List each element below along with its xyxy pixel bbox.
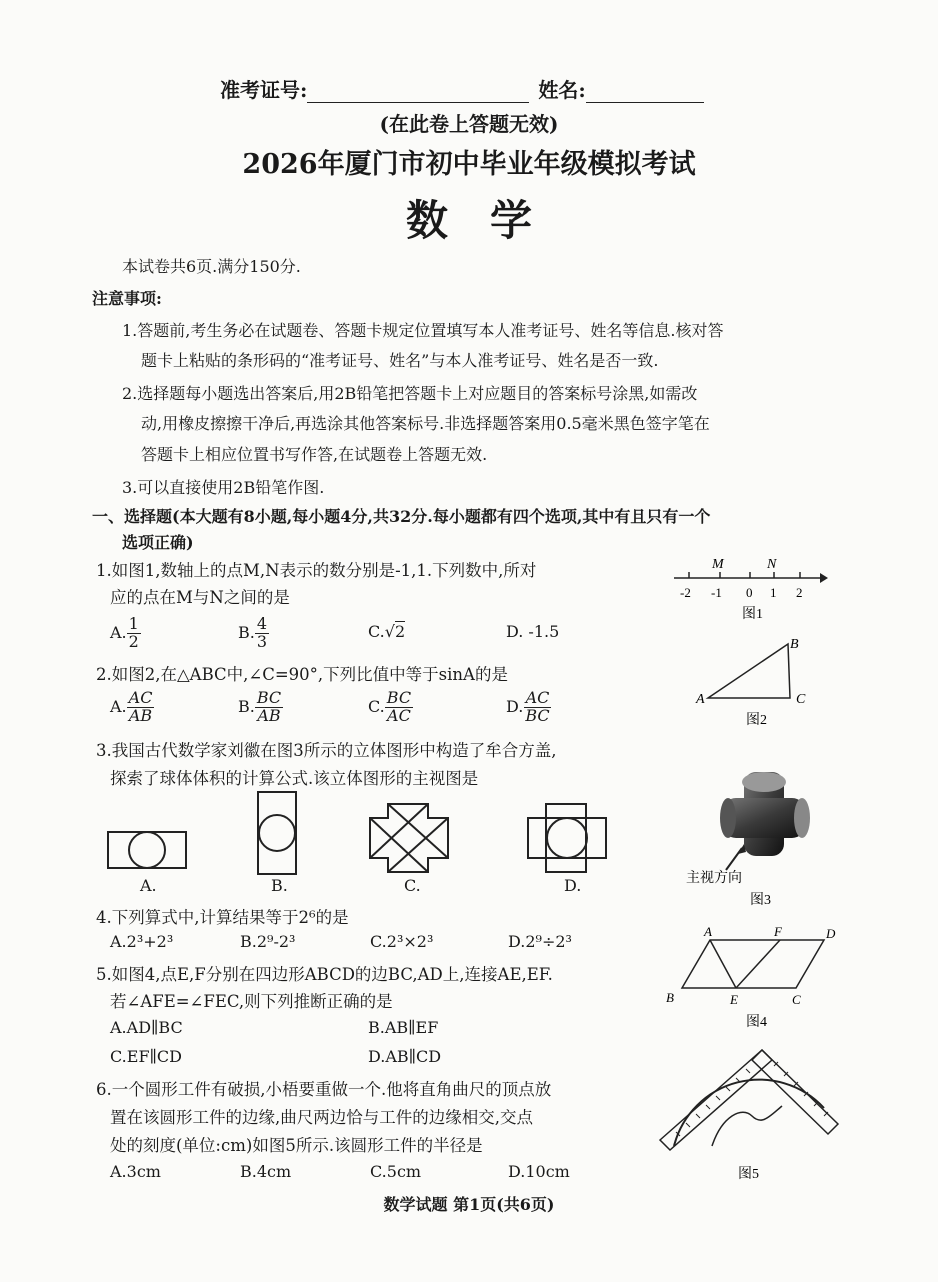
q4-option-d: D.2⁹÷2³ — [508, 932, 572, 951]
q5-option-a: A.AD∥BC — [110, 1018, 183, 1037]
vertex-a-label: A — [704, 924, 712, 939]
q5-option-d: D.AB∥CD — [368, 1047, 442, 1066]
q4-option-b: B.2⁹-2³ — [240, 932, 296, 951]
figure-4-quadrilateral — [662, 926, 842, 1036]
figure-caption: 图4 — [746, 1015, 767, 1030]
question-3: 3.我国古代数学家刘徽在图3所示的立体图形中构造了牟合方盖, — [96, 741, 557, 760]
figure-caption: 图3 — [750, 893, 771, 908]
q1-option-a: A. $\frac{1}{2}$ — [110, 614, 139, 651]
name-blank[interactable] — [586, 82, 704, 103]
notes-line: 题卡上粘贴的条形码的“准考证号、姓名”与本人准考证号、姓名是否一致. — [141, 351, 659, 370]
q2-option-d: D. $\frac{AC}{BC}$ — [506, 688, 550, 725]
tick-label: 0 — [746, 585, 753, 600]
q3-option-c-figure[interactable] — [366, 800, 452, 876]
q3-option-d-figure[interactable] — [524, 800, 610, 876]
point-n-label: N — [767, 557, 777, 572]
quadrilateral-abcd — [682, 940, 824, 988]
tick-label: -2 — [680, 585, 691, 600]
q5-option-b: B.AB∥EF — [368, 1018, 439, 1037]
question-1: 1.如图1,数轴上的点M,N表示的数分别是-1,1.下列数中,所对 — [96, 561, 537, 580]
q1-option-d: D. -1.5 — [506, 622, 560, 641]
q6-option-c: C.5cm — [370, 1162, 422, 1181]
q1-option-b: B. $\frac{4}{3}$ — [238, 614, 268, 651]
view-direction-label: 主视方向 — [686, 871, 742, 886]
q6-option-a: A.3cm — [110, 1162, 161, 1181]
q3-option-b: B. — [271, 876, 288, 895]
question-6: 6.一个圆形工件有破损,小梧要重做一个.他将直角曲尺的顶点放 — [96, 1080, 552, 1099]
q3-option-a-figure[interactable] — [106, 810, 190, 874]
exam-id-blank[interactable] — [307, 82, 529, 103]
q6-option-d: D.10cm — [508, 1162, 570, 1181]
point-m-label: M — [712, 557, 724, 572]
axis-arrow-icon — [820, 573, 828, 583]
vertex-c-label: C — [792, 992, 801, 1007]
tick-label: 2 — [796, 585, 803, 600]
notes-line: 动,用橡皮擦擦干净后,再选涂其他答案标号.非选择题答案用0.5毫米黑色签字笔在 — [141, 414, 710, 433]
q3-option-b-figure[interactable] — [256, 790, 306, 880]
tick-label: 1 — [770, 585, 777, 600]
vertex-f-label: F — [774, 924, 782, 939]
figure-caption: 图2 — [746, 713, 767, 728]
q1-option-c: C.√2 — [368, 622, 406, 641]
question-1-cont: 应的点在M与N之间的是 — [110, 588, 290, 607]
q2-option-c: C. $\frac{BC}{AC}$ — [368, 688, 412, 725]
question-2: 2.如图2,在△ABC中,∠C=90°,下列比值中等于sinA的是 — [96, 665, 508, 684]
question-5-cont: 若∠AFE=∠FEC,则下列推断正确的是 — [110, 992, 393, 1011]
figure-caption: 图5 — [738, 1167, 759, 1182]
q3-option-d: D. — [564, 876, 582, 895]
section-heading-cont: 选项正确) — [122, 533, 194, 552]
q2-option-b: B. $\frac{BC}{AB}$ — [238, 688, 282, 725]
name-label: 姓名: — [538, 78, 586, 102]
notes-line: 3.可以直接使用2B铅笔作图. — [122, 478, 325, 497]
q6-option-b: B.4cm — [240, 1162, 292, 1181]
broken-edge — [712, 1106, 782, 1146]
page-footer: 数学试题 第1页(共6页) — [383, 1195, 555, 1214]
section-heading: 一、选择题(本大题有8小题,每小题4分,共32分.每小题都有四个选项,其中有且只有一个 — [92, 507, 711, 526]
broken-circle-arc — [674, 1080, 824, 1146]
q4-option-a: A.2³+2³ — [110, 932, 174, 951]
invalid-notice: (在此卷上答题无效) — [379, 112, 559, 136]
vertex-b-label: B — [790, 637, 799, 652]
vertex-c-label: C — [796, 692, 806, 707]
vertex-b-label: B — [666, 990, 674, 1005]
figure-5-ruler-circle — [652, 1046, 842, 1186]
q4-option-c: C.2³×2³ — [370, 932, 434, 951]
figure-caption: 图1 — [742, 607, 763, 622]
notes-line: 答题卡上相应位置书写作答,在试题卷上答题无效. — [141, 445, 488, 464]
notes-line: 2.选择题每小题选出答案后,用2B铅笔把答题卡上对应题目的答案标号涂黑,如需改 — [122, 384, 698, 403]
q3-option-a: A. — [140, 876, 157, 895]
segment-ae — [710, 940, 736, 988]
header-exam-id — [220, 74, 704, 103]
vertex-a-label: A — [696, 692, 705, 707]
subject-title: 数学 — [405, 196, 574, 245]
figure-2-triangle — [694, 632, 814, 732]
figure-3-solid — [686, 772, 826, 912]
exam-title: 2026年厦门市初中毕业年级模拟考试 — [242, 149, 696, 180]
q3-option-c: C. — [404, 876, 421, 895]
exam-id-label: 准考证号: — [220, 78, 308, 102]
segment-ef — [736, 940, 780, 988]
q2-option-a: A. $\frac{AC}{AB}$ — [110, 688, 153, 725]
notes-line: 1.答题前,考生务必在试题卷、答题卡规定位置填写本人准考证号、姓名等信息.核对答 — [122, 321, 724, 340]
vertex-e-label: E — [730, 992, 738, 1007]
figure-1-number-line — [670, 552, 830, 632]
notes-heading: 注意事项: — [92, 289, 162, 308]
vertex-d-label: D — [826, 926, 836, 941]
triangle-abc — [708, 644, 790, 698]
question-3-cont: 探索了球体体积的计算公式.该立体图形的主视图是 — [110, 769, 479, 788]
question-6-cont: 置在该圆形工件的边缘,曲尺两边恰与工件的边缘相交,交点 — [110, 1108, 533, 1127]
question-5: 5.如图4,点E,F分别在四边形ABCD的边BC,AD上,连接AE,EF. — [96, 965, 553, 984]
q5-option-c: C.EF∥CD — [110, 1047, 182, 1066]
intro-text: 本试卷共6页.满分150分. — [122, 257, 301, 276]
question-6-cont: 处的刻度(单位:cm)如图5所示.该圆形工件的半径是 — [110, 1136, 483, 1155]
tick-label: -1 — [711, 585, 722, 600]
question-4: 4.下列算式中,计算结果等于2⁶的是 — [96, 908, 349, 927]
ruler-right-arm — [752, 1050, 838, 1134]
